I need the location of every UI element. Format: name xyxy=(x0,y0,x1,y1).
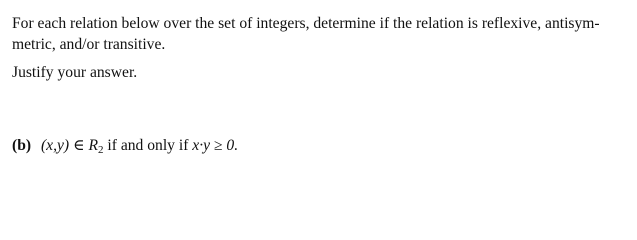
condition-text: if and only if xyxy=(107,137,189,154)
problem-label: (b) xyxy=(12,137,32,154)
intro-line-3: Justify your answer. xyxy=(12,64,138,81)
condition-expression: x·y ≥ 0. xyxy=(192,137,239,154)
relation-name: R xyxy=(88,137,98,154)
intro-line-1: For each relation below over the set of integers, determine if the relation is reflexive, antisym- xyxy=(12,15,600,32)
relation-subscript: 2 xyxy=(98,144,104,156)
ordered-pair: (x,y) xyxy=(40,137,70,154)
problem-b xyxy=(12,137,238,159)
intro-line-2: metric, and/or transitive. xyxy=(12,36,166,53)
element-of-symbol: ∈ xyxy=(73,137,85,154)
